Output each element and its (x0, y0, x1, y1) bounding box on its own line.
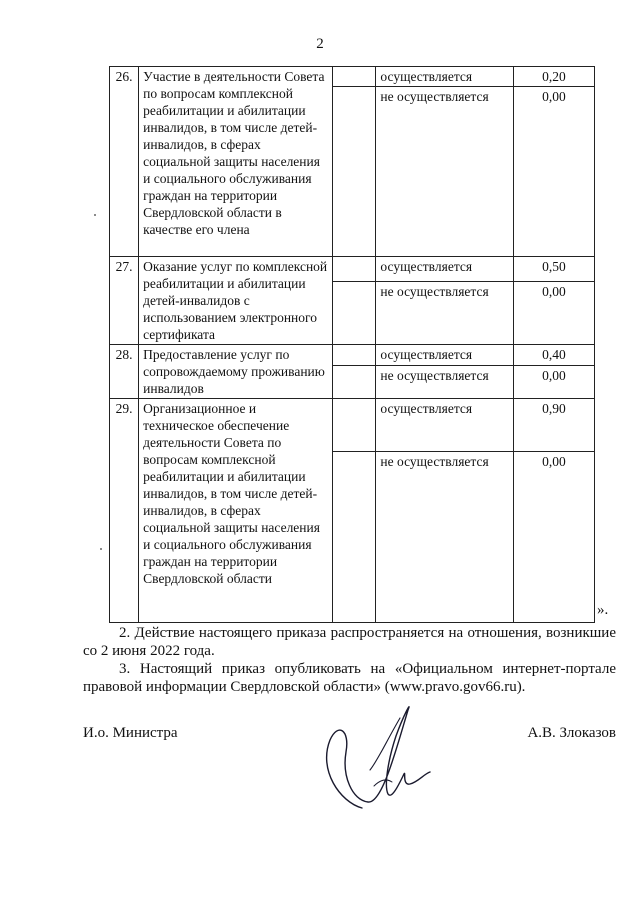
row-name: Предоставление услуг по сопровождаемому проживанию инвалидов (139, 345, 333, 399)
status-cell: осуществляется (376, 399, 513, 452)
closing-quote: ». (597, 602, 609, 618)
coefficients-table (109, 66, 595, 623)
value-cell: 0,40 (513, 345, 594, 366)
status-cell: осуществляется (376, 67, 513, 87)
table-row (110, 345, 595, 366)
row-name: Оказание услуг по комплексной реабилитации и абилитации детей-инвалидов с использованием электронного сертификата (139, 257, 333, 345)
empty-cell (332, 87, 376, 257)
paragraph-publication: 3. Настоящий приказ опубликовать на «Официальном интернет-портале правовой информации Свердловской области» (www.pravo.gov66.ru). (83, 661, 616, 695)
row-number: 26. (110, 67, 139, 257)
status-cell: не осуществляется (376, 452, 513, 623)
empty-cell (332, 281, 376, 344)
empty-cell (332, 365, 376, 398)
empty-cell (332, 345, 376, 366)
table-row (110, 67, 595, 87)
signatory-name: А.В. Злоказов (527, 725, 616, 741)
row-name: Участие в деятельности Совета по вопросам комплексной реабилитации и абилитации инвалидов, в том числе детей-инвалидов, в сферах социальной защиты населения и социального обслуживания граждан на территории Свердловской области в качестве его члена (139, 67, 333, 257)
empty-cell (332, 257, 376, 282)
value-cell: 0,50 (513, 257, 594, 282)
value-cell: 0,20 (513, 67, 594, 87)
row-number: 29. (110, 399, 139, 623)
signature-image (300, 690, 440, 830)
scan-speck (100, 548, 102, 550)
status-cell: не осуществляется (376, 281, 513, 344)
scan-speck (94, 214, 96, 216)
empty-cell (332, 399, 376, 452)
row-number: 28. (110, 345, 139, 399)
status-cell: осуществляется (376, 257, 513, 282)
value-cell: 0,00 (513, 452, 594, 623)
table-row (110, 399, 595, 452)
status-cell: не осуществляется (376, 87, 513, 257)
paragraph-effective-date: 2. Действие настоящего приказа распространяется на отношения, возникшие со 2 июня 2022 года. (83, 625, 616, 659)
signatory-title: И.о. Министра (83, 725, 178, 741)
value-cell: 0,00 (513, 281, 594, 344)
row-number: 27. (110, 257, 139, 345)
row-name: Организационное и техническое обеспечение деятельности Совета по вопросам комплексной реабилитации и абилитации инвалидов, в том числе детей-инвалидов, в сферах социальной защиты населения и социального обслуживания граждан на территории Свердловской области (139, 399, 333, 623)
table-row (110, 257, 595, 282)
page-number: 2 (316, 36, 324, 52)
status-cell: не осуществляется (376, 365, 513, 398)
value-cell: 0,90 (513, 399, 594, 452)
empty-cell (332, 452, 376, 623)
value-cell: 0,00 (513, 87, 594, 257)
value-cell: 0,00 (513, 365, 594, 398)
empty-cell (332, 67, 376, 87)
status-cell: осуществляется (376, 345, 513, 366)
